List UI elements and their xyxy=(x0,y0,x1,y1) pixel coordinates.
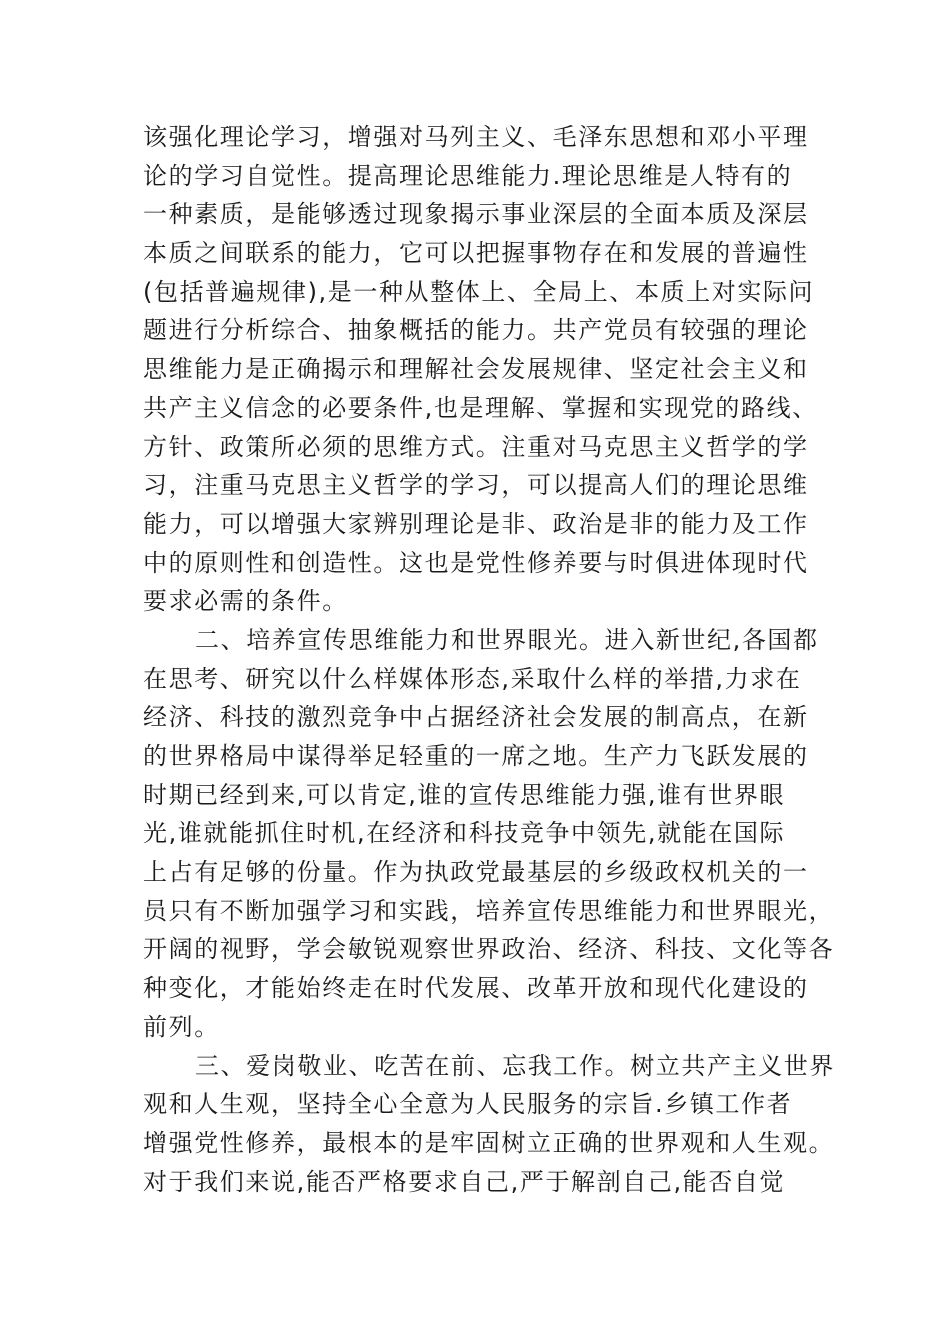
body-line: 要求必需的条件。 xyxy=(143,587,348,616)
body-line: 题进行分析综合、抽象概括的能力。共产党员有较强的理论 xyxy=(143,316,809,345)
body-line: 能力，可以增强大家辨别理论是非、政治是非的能力及工作 xyxy=(143,509,809,538)
body-line: 本质之间联系的能力，它可以把握事物存在和发展的普遍性 xyxy=(143,239,809,268)
body-line: 的世界格局中谋得举足轻重的一席之地。生产力飞跃发展的 xyxy=(143,742,809,770)
body-line: 共产主义信念的必要条件,也是理解、掌握和实现党的路线、 xyxy=(143,393,818,422)
body-line: 光,谁就能抓住时机,在经济和科技竞争中领先,就能在国际 xyxy=(143,819,786,848)
body-line: (包括普遍规律),是一种从整体上、全局上、本质上对实际问 xyxy=(143,277,815,306)
body-line: 时期已经到来,可以肯定,谁的宣传思维能力强,谁有世界眼 xyxy=(143,780,786,809)
body-line: 开阔的视野，学会敏锐观察世界政治、经济、科技、文化等各 xyxy=(143,935,835,964)
body-line: 前列。 xyxy=(143,1012,220,1041)
body-line: 上占有足够的份量。作为执政党最基层的乡级政权机关的一 xyxy=(143,858,809,887)
body-line: 在思考、研究以什么样媒体形态,采取什么样的举措,力求在 xyxy=(143,664,802,693)
body-line: 中的原则性和创造性。这也是党性修养要与时俱进体现时代 xyxy=(143,548,809,577)
document-body xyxy=(143,118,835,1201)
body-line: 思维能力是正确揭示和理解社会发展规律、坚定社会主义和 xyxy=(143,355,809,384)
body-line: 经济、科技的激烈竞争中占据经济社会发展的制高点，在新 xyxy=(143,703,809,732)
body-line: 论的学习自觉性。提高理论思维能力.理论思维是人特有的 xyxy=(143,161,793,190)
body-line: 方针、政策所必须的思维方式。注重对马克思主义哲学的学 xyxy=(143,432,809,461)
body-line: 该强化理论学习，增强对马列主义、毛泽东思想和邓小平理 xyxy=(143,123,809,151)
body-line: 员只有不断加强学习和实践，培养宣传思维能力和世界眼光， xyxy=(143,896,835,925)
section-heading-line: 二、培养宣传思维能力和世界眼光。进入新世纪,各国都 xyxy=(195,625,819,654)
section-heading-line: 三、爱岗敬业、吃苦在前、忘我工作。树立共产主义世界 xyxy=(195,1051,835,1080)
body-line: 增强党性修养，最根本的是牢固树立正确的世界观和人生观。 xyxy=(143,1128,835,1157)
body-line: 对于我们来说,能否严格要求自己,严于解剖自己,能否自觉 xyxy=(143,1167,786,1196)
body-line: 一种素质，是能够透过现象揭示事业深层的全面本质及深层 xyxy=(143,200,809,229)
body-line: 观和人生观，坚持全心全意为人民服务的宗旨.乡镇工作者 xyxy=(143,1090,793,1119)
body-line: 种变化，才能始终走在时代发展、改革开放和现代化建设的 xyxy=(143,974,809,1003)
body-line: 习，注重马克思主义哲学的学习，可以提高人们的理论思维 xyxy=(143,471,809,500)
